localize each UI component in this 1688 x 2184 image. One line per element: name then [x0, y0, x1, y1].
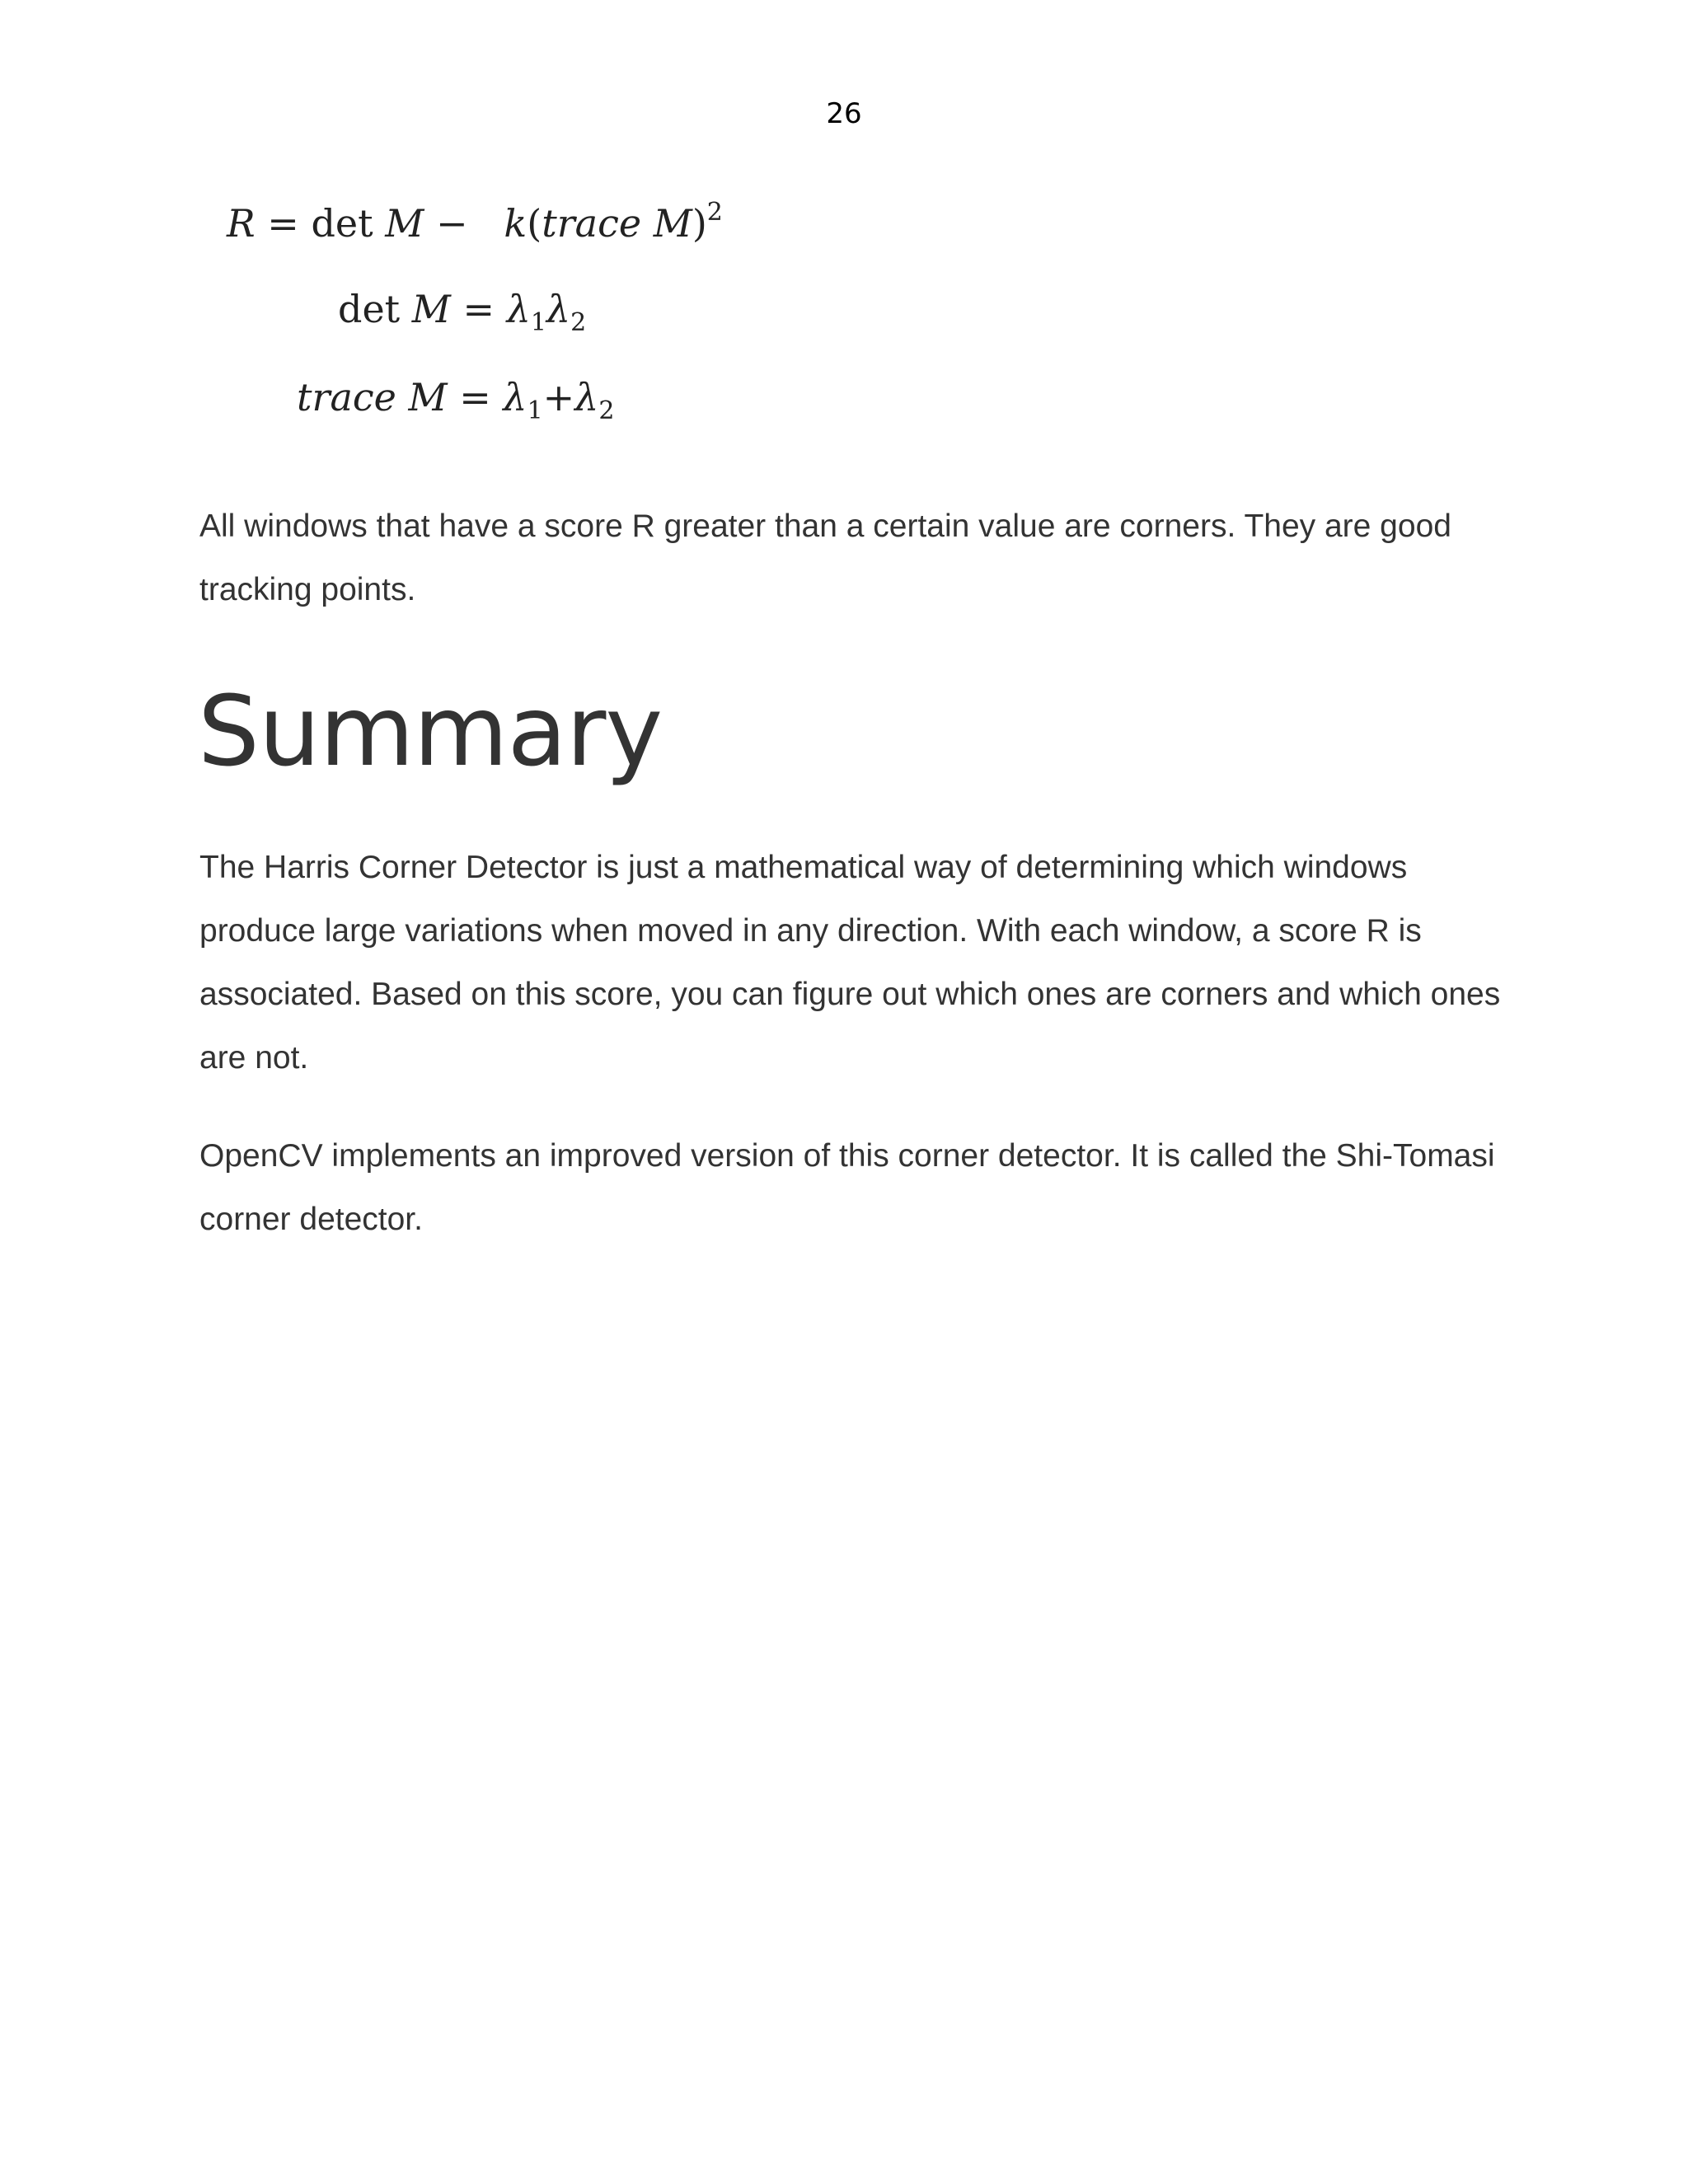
eq1-m: M	[385, 201, 424, 246]
eq1-m2: M	[653, 201, 692, 246]
section-heading-summary: Summary	[198, 674, 663, 788]
eq3-lambda2: λ	[574, 375, 599, 419]
eq1-k: k	[504, 201, 528, 246]
eq3-sub1: 1	[527, 396, 543, 425]
eq2-det: det	[338, 287, 401, 331]
eq1-det: det	[311, 201, 373, 246]
eq2-sub1: 1	[530, 308, 546, 337]
page-number: 26	[826, 97, 862, 130]
eq1-minus: −	[435, 201, 468, 246]
eq3-m: M	[408, 375, 448, 419]
eq2-lambda2: λ	[546, 287, 571, 331]
paragraph-opencv: OpenCV implements an improved version of this corner detector. It is called the Shi-Tomasi corner detector.	[199, 1138, 1495, 1237]
equation-determinant: $\det M = \lambda_1\lambda_2$	[338, 287, 587, 337]
eq3-plus: +	[542, 375, 575, 419]
eq3-lambda1: λ	[503, 375, 528, 419]
paragraph-corner-score: All windows that have a score R greater than a certain value are corners. They are good tracking points.	[199, 509, 1451, 607]
eq1-trace: trace	[542, 201, 642, 246]
eq3-sub2: 2	[598, 396, 615, 425]
paragraph-summary: The Harris Corner Detector is just a mathematical way of determining which windows produce large variations when moved in any direction. With each window, a score R is associated. Based on this score, you can figure out which ones are corners and which ones are not.	[199, 850, 1501, 1076]
equation-trace: trace $M = \lambda_1+\lambda_2$	[297, 375, 615, 425]
equation-harris-response: R = det M − k(trace M)$^2$	[227, 198, 723, 246]
eq3-trace: trace	[297, 375, 396, 419]
eq1-power: 2	[706, 198, 723, 227]
eq2-sub2: 2	[570, 308, 587, 337]
eq2-lambda1: λ	[506, 287, 531, 331]
eq1-lhs: R	[227, 201, 256, 246]
eq2-m: M	[411, 287, 451, 331]
